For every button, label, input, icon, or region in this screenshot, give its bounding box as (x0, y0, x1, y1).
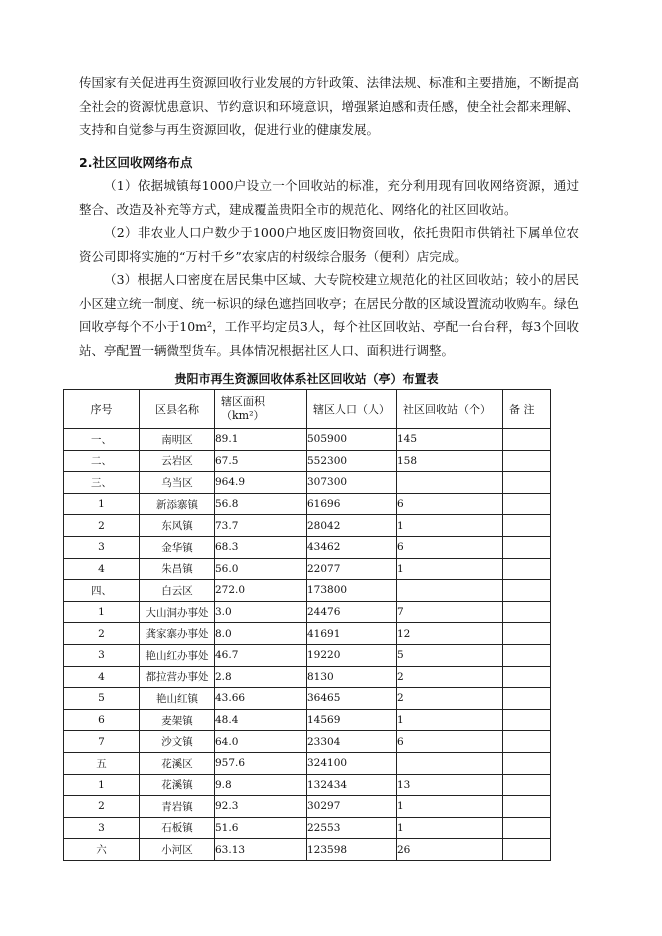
table-row (64, 709, 551, 731)
cell-note (503, 839, 551, 861)
header-note: 备 注 (503, 390, 551, 429)
cell-note (503, 774, 551, 796)
table-row (64, 644, 551, 666)
cell-district: 花溪镇 (140, 774, 215, 796)
cell-seq: 二、 (64, 450, 140, 472)
cell-stations (397, 472, 503, 494)
cell-seq: 4 (64, 666, 140, 688)
table-row (64, 817, 551, 839)
cell-note (503, 429, 551, 451)
table-row (64, 839, 551, 861)
cell-population: 14569 (307, 709, 397, 731)
table-row (64, 688, 551, 710)
cell-district: 都拉营办事处 (140, 666, 215, 688)
cell-seq: 五 (64, 752, 140, 774)
cell-seq: 1 (64, 493, 140, 515)
cell-stations: 1 (397, 515, 503, 537)
cell-seq: 1 (64, 601, 140, 623)
cell-area: 3.0 (215, 601, 307, 623)
cell-seq: 六 (64, 839, 140, 861)
cell-note (503, 493, 551, 515)
cell-stations: 158 (397, 450, 503, 472)
table-row (64, 601, 551, 623)
table-row (64, 623, 551, 645)
cell-seq: 3 (64, 817, 140, 839)
cell-stations (397, 580, 503, 602)
cell-area: 56.0 (215, 558, 307, 580)
cell-population: 22553 (307, 817, 397, 839)
cell-note (503, 644, 551, 666)
cell-district: 白云区 (140, 580, 215, 602)
cell-district: 新添寨镇 (140, 493, 215, 515)
cell-population: 23304 (307, 731, 397, 753)
cell-population: 132434 (307, 774, 397, 796)
cell-stations: 1 (397, 817, 503, 839)
cell-district: 大山洞办事处 (140, 601, 215, 623)
cell-area: 964.9 (215, 472, 307, 494)
cell-population: 22077 (307, 558, 397, 580)
cell-area: 63.13 (215, 839, 307, 861)
table-row (64, 666, 551, 688)
cell-district: 东风镇 (140, 515, 215, 537)
table-row (64, 752, 551, 774)
cell-population: 61696 (307, 493, 397, 515)
cell-population: 19220 (307, 644, 397, 666)
cell-seq: 6 (64, 709, 140, 731)
cell-note (503, 623, 551, 645)
cell-note (503, 558, 551, 580)
cell-stations: 12 (397, 623, 503, 645)
cell-population: 24476 (307, 601, 397, 623)
cell-seq: 3 (64, 644, 140, 666)
paragraph-item-1: （1）依据城镇每1000户设立一个回收站的标准，充分利用现有回收网络资源，通过整合、改造及补充等方式，建成覆盖贵阳全市的规范化、网络化的社区回收站。 (79, 178, 579, 217)
cell-area: 46.7 (215, 644, 307, 666)
cell-population: 552300 (307, 450, 397, 472)
cell-district: 艳山红办事处 (140, 644, 215, 666)
cell-population: 173800 (307, 580, 397, 602)
cell-note (503, 580, 551, 602)
cell-note (503, 796, 551, 818)
cell-note (503, 472, 551, 494)
header-district: 区县名称 (140, 390, 215, 429)
cell-stations: 6 (397, 493, 503, 515)
cell-population: 307300 (307, 472, 397, 494)
table-row (64, 536, 551, 558)
cell-district: 麦架镇 (140, 709, 215, 731)
cell-area: 272.0 (215, 580, 307, 602)
cell-district: 朱昌镇 (140, 558, 215, 580)
cell-stations: 2 (397, 666, 503, 688)
cell-note (503, 688, 551, 710)
cell-seq: 2 (64, 796, 140, 818)
table-title: 贵阳市再生资源回收体系社区回收站（亭）布置表 (174, 372, 439, 386)
cell-district: 金华镇 (140, 536, 215, 558)
table-row (64, 580, 551, 602)
cell-district: 小河区 (140, 839, 215, 861)
cell-stations: 5 (397, 644, 503, 666)
paragraph-item-2: （2）非农业人口户数少于1000户地区废旧物资回收，依托贵阳市供销社下属单位农资公司即将实施的“万村千乡”农家店的村级综合服务（便利）店完成。 (79, 225, 579, 264)
cell-stations: 1 (397, 558, 503, 580)
cell-area: 51.6 (215, 817, 307, 839)
cell-seq: 一、 (64, 429, 140, 451)
cell-seq: 5 (64, 688, 140, 710)
cell-area: 92.3 (215, 796, 307, 818)
cell-note (503, 601, 551, 623)
cell-seq: 4 (64, 558, 140, 580)
header-seq: 序号 (64, 390, 140, 429)
cell-area: 957.6 (215, 752, 307, 774)
cell-note (503, 515, 551, 537)
table-row (64, 450, 551, 472)
cell-area: 56.8 (215, 493, 307, 515)
table-row (64, 731, 551, 753)
cell-population: 36465 (307, 688, 397, 710)
cell-area: 89.1 (215, 429, 307, 451)
cell-note (503, 450, 551, 472)
header-population: 辖区人口（人） (307, 390, 397, 429)
cell-district: 龚家寨办事处 (140, 623, 215, 645)
table-row (64, 515, 551, 537)
cell-seq: 2 (64, 623, 140, 645)
cell-area: 9.8 (215, 774, 307, 796)
cell-population: 41691 (307, 623, 397, 645)
cell-population: 30297 (307, 796, 397, 818)
station-layout-table (63, 389, 551, 861)
paragraph-item-3: （3）根据人口密度在居民集中区域、大专院校建立规范化的社区回收站；较小的居民小区建立统一制度、统一标识的绿色遮挡回收亭；在居民分散的区域设置流动收购车。绿色回收亭每个不小于10m²，工作平均定员3人，每个社区回收站、亭配一台台秤，每3个回收站、亭配置一辆微型货车。具体情况根据社区人口、面积进行调整。 (79, 272, 580, 358)
cell-stations: 2 (397, 688, 503, 710)
cell-area: 64.0 (215, 731, 307, 753)
section-heading: 2.社区回收网络布点 (79, 155, 193, 170)
cell-seq: 四、 (64, 580, 140, 602)
cell-area: 68.3 (215, 536, 307, 558)
cell-note (503, 536, 551, 558)
cell-population: 324100 (307, 752, 397, 774)
table-row (64, 429, 551, 451)
cell-area: 67.5 (215, 450, 307, 472)
cell-district: 南明区 (140, 429, 215, 451)
table-row (64, 558, 551, 580)
cell-population: 28042 (307, 515, 397, 537)
cell-district: 云岩区 (140, 450, 215, 472)
cell-note (503, 709, 551, 731)
cell-stations: 1 (397, 796, 503, 818)
header-area (215, 390, 307, 429)
table-body (64, 429, 551, 861)
cell-seq: 1 (64, 774, 140, 796)
cell-area: 48.4 (215, 709, 307, 731)
cell-stations (397, 752, 503, 774)
cell-district: 花溪区 (140, 752, 215, 774)
cell-district: 沙文镇 (140, 731, 215, 753)
header-area-unit: （km²） (221, 409, 265, 422)
cell-district: 青岩镇 (140, 796, 215, 818)
cell-district: 石板镇 (140, 817, 215, 839)
cell-district: 艳山红镇 (140, 688, 215, 710)
table-header-row (64, 390, 551, 429)
cell-area: 43.66 (215, 688, 307, 710)
cell-note (503, 731, 551, 753)
cell-seq: 2 (64, 515, 140, 537)
cell-stations: 1 (397, 709, 503, 731)
cell-stations: 6 (397, 731, 503, 753)
cell-stations: 13 (397, 774, 503, 796)
header-area-label: 辖区面积 (221, 395, 265, 408)
cell-stations: 6 (397, 536, 503, 558)
table-row (64, 796, 551, 818)
cell-seq: 7 (64, 731, 140, 753)
cell-district: 乌当区 (140, 472, 215, 494)
cell-population: 505900 (307, 429, 397, 451)
cell-area: 8.0 (215, 623, 307, 645)
cell-seq: 三、 (64, 472, 140, 494)
cell-seq: 3 (64, 536, 140, 558)
table-row (64, 472, 551, 494)
cell-note (503, 817, 551, 839)
cell-area: 2.8 (215, 666, 307, 688)
cell-stations: 26 (397, 839, 503, 861)
cell-stations: 145 (397, 429, 503, 451)
cell-population: 123598 (307, 839, 397, 861)
cell-note (503, 752, 551, 774)
header-stations: 社区回收站（个） (397, 390, 503, 429)
cell-population: 8130 (307, 666, 397, 688)
table-row (64, 774, 551, 796)
cell-stations: 7 (397, 601, 503, 623)
table-row (64, 493, 551, 515)
cell-area: 73.7 (215, 515, 307, 537)
intro-paragraph: 传国家有关促进再生资源回收行业发展的方针政策、法律法规、标准和主要措施，不断提高全社会的资源忧患意识、节约意识和环境意识，增强紧迫感和责任感，使全社会都来理解、支持和自觉参与再生资源回收，促进行业的健康发展。 (79, 75, 580, 137)
cell-note (503, 666, 551, 688)
cell-population: 43462 (307, 536, 397, 558)
